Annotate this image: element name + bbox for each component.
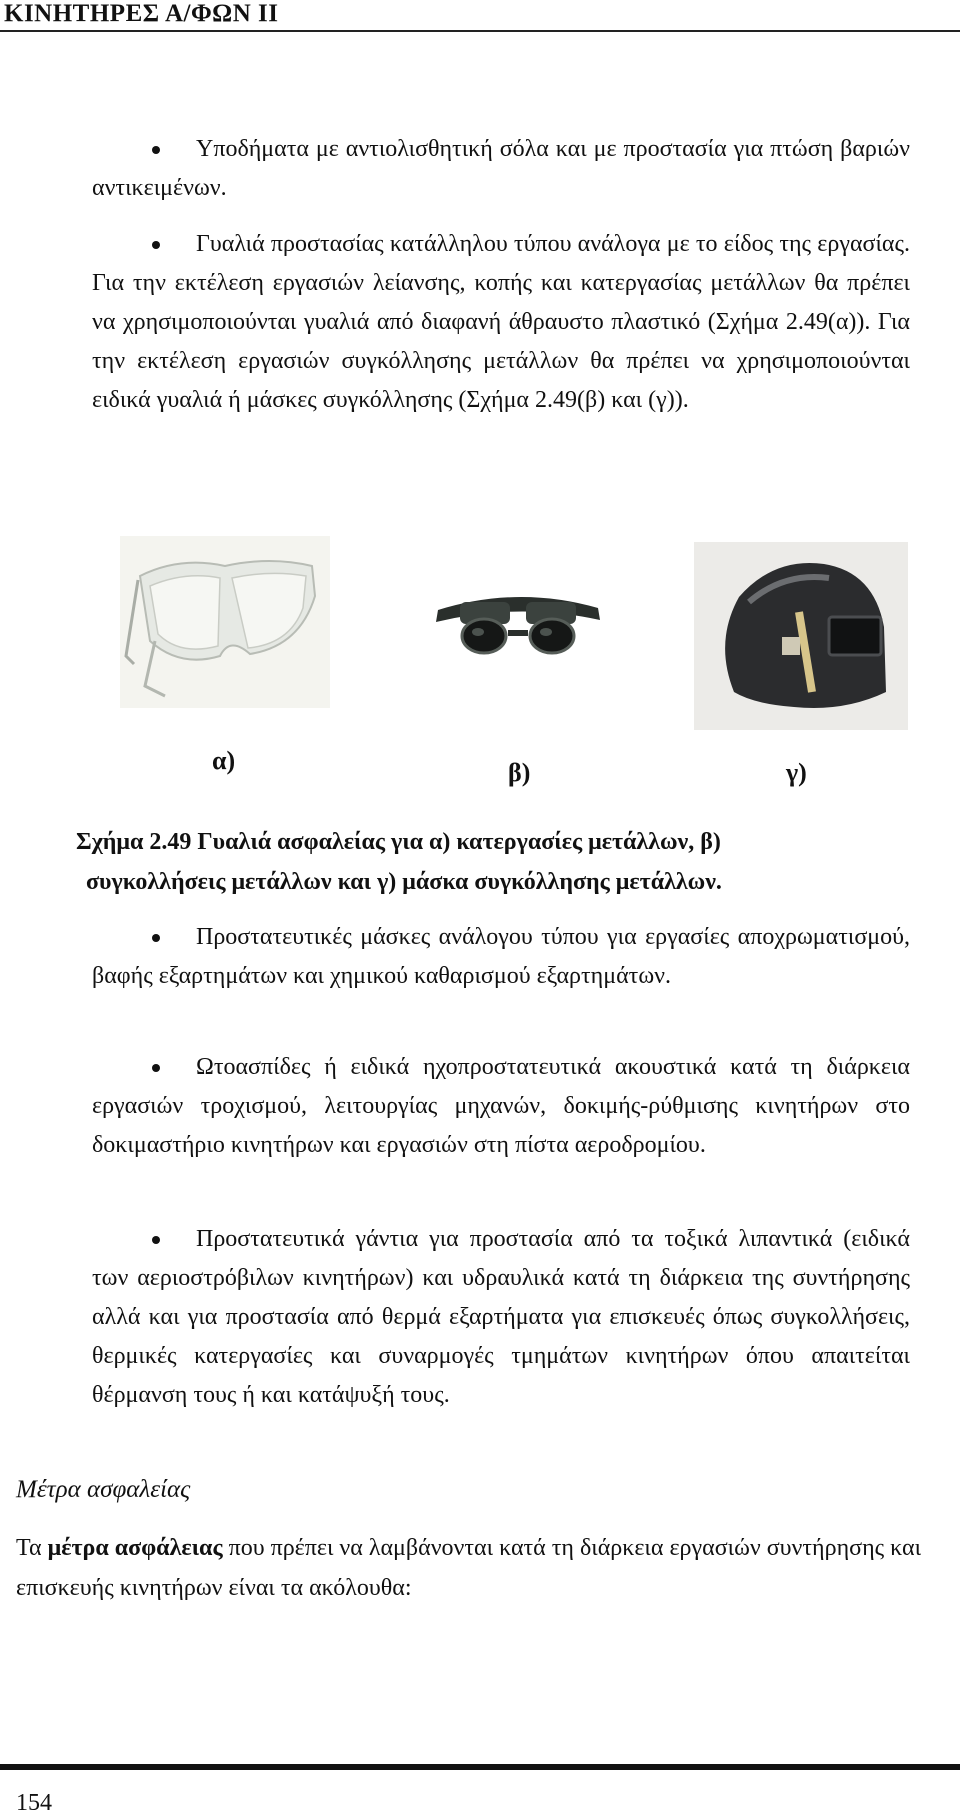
bullet-item-footwear [92, 130, 910, 208]
bullet-text: Προστατευτικές μάσκες ανάλογου τύπου για εργασίες αποχρωματισμού, βαφής εξαρτημάτων και χημικού καθαρισμού εξαρτημάτων. [92, 924, 910, 989]
header-rule [0, 30, 960, 32]
para-prefix: Τα [16, 1535, 48, 1561]
caption-line-2: συγκολλήσεις μετάλλων και γ) μάσκα συγκόλλησης μετάλλων. [86, 869, 722, 895]
clear-safety-glasses-image [120, 536, 330, 708]
bullet-item-goggles [92, 225, 910, 420]
section-paragraph [16, 1528, 942, 1608]
figure-label-b: β) [508, 758, 531, 787]
welding-helmet-image [694, 542, 908, 730]
bullet-icon [152, 241, 160, 249]
para-suffix: που πρέπει να λαμβάνονται κατά τη διάρκεια εργασιών συντήρησης και επισκευής κινητήρων είναι τα ακόλουθα: [16, 1535, 922, 1601]
bullet-icon [152, 1064, 160, 1072]
bullet-icon [152, 146, 160, 154]
figure-label-c: γ) [786, 758, 807, 787]
bullet-text: Υποδήματα με αντιολισθητική σόλα και με προστασία για πτώση βαριών αντικειμένων. [92, 136, 910, 201]
bullet-item-ear-protection [92, 1048, 910, 1165]
bullet-item-masks [92, 918, 910, 996]
bullet-text: Προστατευτικά γάντια για προστασία από τα τοξικά λιπαντικά (ειδικά των αεριοστρόβιλων κινητήρων) και υδραυλικά κατά τη διάρκεια της συντήρησης αλλά και για προστασία από θερμά εξαρτήματα για επισκευές όπως συγκολλήσεις, θερμικές κατεργασίες και συναρμογές τμημάτων κινητήρων όπου απαιτείται θέρμανση τους ή και κατάψυξή τους. [92, 1226, 910, 1408]
footer-rule [0, 1764, 960, 1770]
running-title: ΚΙΝΗΤΗΡΕΣ Α/ΦΩΝ ΙΙ [4, 0, 279, 27]
figure-caption [76, 822, 916, 902]
para-bold: μέτρα ασφάλειας [47, 1535, 223, 1561]
figure-label-a: α) [212, 746, 236, 775]
section-heading: Μέτρα ασφαλείας [16, 1476, 191, 1503]
page-number: 154 [16, 1790, 52, 1816]
bullet-icon [152, 1236, 160, 1244]
welding-goggles-image [428, 580, 608, 660]
page-header [0, 0, 960, 30]
caption-line-1: Σχήμα 2.49 Γυαλιά ασφαλείας για α) κατεργασίες μετάλλων, β) [76, 829, 721, 855]
bullet-text: Γυαλιά προστασίας κατάλληλου τύπου ανάλογα με το είδος της εργασίας. Για την εκτέλεση εργασιών λείανσης, κοπής και κατεργασίας μετάλλων θα πρέπει να χρησιμοποιούνται γυαλιά από διαφανή άθραυστο πλαστικό (Σχήμα 2.49(α)). Για την εκτέλεση εργασιών συγκόλλησης μετάλλων θα πρέπει να χρησιμοποιούνται ειδικά γυαλιά ή μάσκες συγκόλλησης (Σχήμα 2.49(β) και (γ)). [92, 231, 910, 413]
bullet-text: Ωτοασπίδες ή ειδικά ηχοπροστατευτικά ακουστικά κατά τη διάρκεια εργασιών τροχισμού, λειτουργίας μηχανών, δοκιμής-ρύθμισης κινητήρων στο δοκιμαστήριο κινητήρων και εργασιών στη πίστα αεροδρομίου. [92, 1054, 910, 1158]
bullet-icon [152, 934, 160, 942]
bullet-item-gloves [92, 1220, 910, 1415]
